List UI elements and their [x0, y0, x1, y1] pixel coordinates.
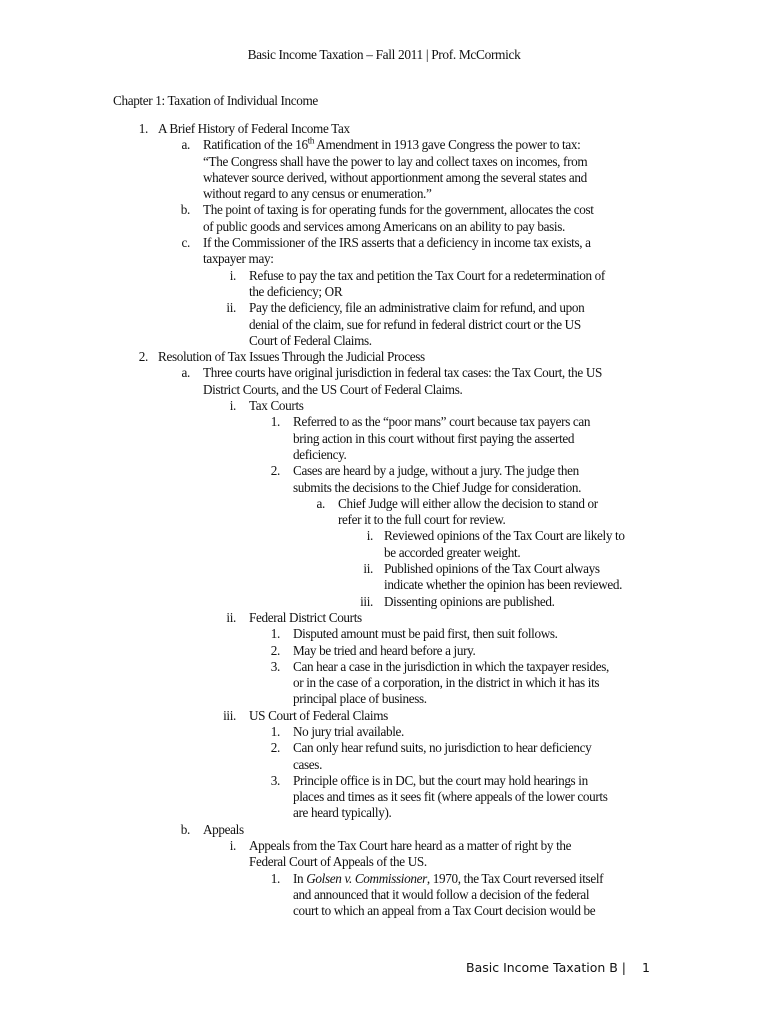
outline-marker: c.	[181, 235, 190, 251]
outline-item-level-2	[0, 365, 768, 398]
text-line: Tax Courts	[249, 398, 304, 414]
outline-text	[293, 659, 673, 708]
outline-text	[249, 708, 669, 724]
text-line: Three courts have original jurisdiction in federal tax cases: the Tax Court, the US	[203, 365, 602, 381]
outline-marker: b.	[180, 821, 190, 837]
outline-text	[249, 300, 669, 349]
page-number: 1	[642, 960, 650, 975]
outline-item-level-2	[0, 137, 768, 202]
outline-marker: 2.	[270, 642, 280, 658]
outline-text	[203, 137, 673, 202]
text-line: places and times as it sees fit (where appeals of the lower courts	[293, 789, 608, 805]
outline-item-level-4	[0, 724, 768, 740]
outline-item-level-2	[0, 202, 768, 235]
text-line: “The Congress shall have the power to lay and collect taxes on incomes, from	[203, 153, 588, 169]
text-line: Principle office is in DC, but the court may hold hearings in	[293, 772, 588, 788]
text-line: Court of Federal Claims.	[249, 332, 372, 348]
text-line: cases.	[293, 756, 323, 772]
outline-item-level-4	[0, 659, 768, 708]
outline-item-level-3	[0, 708, 768, 724]
outline-text	[293, 871, 673, 920]
outline-marker: a.	[181, 365, 190, 381]
outline-marker: ii.	[226, 300, 236, 316]
outline-marker: 1.	[270, 626, 280, 642]
text-line: Cases are heard by a judge, without a jury. The judge then	[293, 463, 579, 479]
text-line: be accorded greater weight.	[384, 544, 521, 560]
text-line: No jury trial available.	[293, 723, 404, 739]
outline-text	[293, 463, 673, 496]
outline-item-level-6	[0, 594, 768, 610]
text-line: court to which an appeal from a Tax Court decision would be	[293, 903, 596, 919]
outline-text	[249, 268, 669, 301]
outline-text	[203, 365, 673, 398]
text-line: denial of the claim, sue for refund in federal district court or the US	[249, 316, 581, 332]
outline-text	[384, 561, 684, 594]
text-line: The point of taxing is for operating funds for the government, allocates the cost	[203, 202, 594, 218]
outline-marker: a.	[181, 137, 190, 153]
outline-item-level-4	[0, 643, 768, 659]
outline-item-level-3	[0, 610, 768, 626]
text-line: bring action in this court without first paying the asserted	[293, 430, 575, 446]
outline-marker: 1.	[138, 121, 148, 136]
text-line: Appeals from the Tax Court hare heard as a matter of right by the	[249, 838, 572, 854]
outline-item-level-3	[0, 300, 768, 349]
outline-marker: iii.	[360, 593, 373, 609]
outline-marker: 2.	[138, 349, 148, 365]
outline-text	[338, 496, 668, 529]
outline-text	[203, 202, 673, 235]
outline-item-level-6	[0, 528, 768, 561]
text-line: whatever source derived, without apportionment among the several states and	[203, 169, 587, 185]
outline-marker: 1.	[270, 723, 280, 739]
text-line: Federal Court of Appeals of the US.	[249, 854, 427, 870]
text-line: US Court of Federal Claims	[249, 707, 388, 723]
outline-item-level-3	[0, 398, 768, 414]
outline-marker: 2.	[270, 740, 280, 756]
outline-item-level-3	[0, 838, 768, 871]
outline-item-level-4	[0, 463, 768, 496]
outline-item-level-1	[0, 121, 768, 137]
text-line: Dissenting opinions are published.	[384, 593, 555, 609]
outline-item-level-4	[0, 871, 768, 920]
text-line: Reviewed opinions of the Tax Court are likely to	[384, 528, 625, 544]
outline-item-level-1	[0, 349, 768, 365]
outline-item-level-6	[0, 561, 768, 594]
outline-text	[249, 398, 669, 414]
text-line: Can only hear refund suits, no jurisdiction to hear deficiency	[293, 740, 592, 756]
text-line: Referred to as the “poor mans” court because tax payers can	[293, 414, 591, 430]
case-name: Golsen v. Commissioner	[306, 870, 427, 886]
outline-marker: iii.	[223, 707, 236, 723]
outline-item-level-4	[0, 773, 768, 822]
outline-marker: 1.	[270, 414, 280, 430]
outline-item-level-5	[0, 496, 768, 529]
footer-title: Basic Income Taxation B |	[466, 960, 626, 975]
outline-text	[249, 610, 669, 626]
text-line: and announced that it would follow a decision of the federal	[293, 886, 590, 902]
chapter-heading: Chapter 1: Taxation of Individual Income	[113, 93, 318, 108]
text-line: Chief Judge will either allow the decision to stand or	[338, 495, 598, 511]
text-line: or in the case of a corporation, in the district in which it has its	[293, 675, 600, 691]
outline-text	[158, 121, 678, 137]
outline-marker: a.	[316, 495, 325, 511]
text-line: A Brief History of Federal Income Tax	[158, 121, 350, 136]
outline-text	[293, 414, 673, 463]
outline-text	[384, 594, 684, 610]
text-line: Federal District Courts	[249, 609, 362, 625]
outline-text	[293, 773, 673, 822]
outline-item-level-4	[0, 626, 768, 642]
text-line: are heard typically).	[293, 805, 392, 821]
outline-item-level-4	[0, 414, 768, 463]
text-line: taxpayer may:	[203, 251, 274, 267]
text-line: refer it to the full court for review.	[338, 512, 506, 528]
outline-text	[203, 235, 673, 268]
outline-text	[293, 724, 673, 740]
text-line: principal place of business.	[293, 691, 427, 707]
outline-marker: 1.	[270, 870, 280, 886]
outline-item-level-2	[0, 822, 768, 838]
outline-marker: ii.	[226, 609, 236, 625]
outline-body	[0, 121, 768, 920]
outline-text	[158, 349, 678, 365]
ordinal-suffix: th	[307, 135, 315, 146]
text-line: without regard to any census or enumeration.”	[203, 186, 432, 202]
outline-marker: i.	[366, 528, 373, 544]
text-line: Disputed amount must be paid first, then suit follows.	[293, 626, 558, 642]
outline-marker: 3.	[270, 772, 280, 788]
text-line: District Courts, and the US Court of Federal Claims.	[203, 381, 463, 397]
outline-text	[203, 822, 673, 838]
text-line: submits the decisions to the Chief Judge for consideration.	[293, 479, 582, 495]
running-header: Basic Income Taxation – Fall 2011 | Prof. McCormick	[247, 47, 521, 62]
text-line: Can hear a case in the jurisdiction in which the taxpayer resides,	[293, 658, 609, 674]
outline-item-level-4	[0, 740, 768, 773]
page-footer	[466, 960, 650, 976]
outline-text	[293, 643, 673, 659]
outline-text	[293, 626, 673, 642]
text-line: the deficiency; OR	[249, 283, 343, 299]
text-line: Resolution of Tax Issues Through the Judicial Process	[158, 349, 425, 365]
outline-marker: 2.	[270, 463, 280, 479]
text-line: If the Commissioner of the IRS asserts that a deficiency in income tax exists, a	[203, 235, 591, 251]
outline-marker: 3.	[270, 658, 280, 674]
outline-marker: i.	[229, 398, 236, 414]
text-line: Published opinions of the Tax Court always	[384, 561, 600, 577]
outline-item-level-2	[0, 235, 768, 268]
outline-text	[384, 528, 684, 561]
outline-marker: b.	[180, 202, 190, 218]
outline-item-level-3	[0, 268, 768, 301]
text-line: Pay the deficiency, file an administrative claim for refund, and upon	[249, 300, 585, 316]
outline-marker: ii.	[363, 561, 373, 577]
outline-text	[249, 838, 669, 871]
outline-marker: i.	[229, 838, 236, 854]
text-line: In Golsen v. Commissioner, 1970, the Tax Court reversed itself	[293, 870, 604, 886]
outline-text	[293, 740, 673, 773]
text-line: Refuse to pay the tax and petition the Tax Court for a redetermination of	[249, 267, 605, 283]
text-line: deficiency.	[293, 446, 347, 462]
text-line: Ratification of the 16th Amendment in 1913 gave Congress the power to tax:	[203, 135, 581, 153]
text-line: of public goods and services among Americans on an ability to pay basis.	[203, 218, 565, 234]
text-line: Appeals	[203, 821, 244, 837]
outline-marker: i.	[229, 267, 236, 283]
text-line: May be tried and heard before a jury.	[293, 642, 476, 658]
text-line: indicate whether the opinion has been reviewed.	[384, 577, 623, 593]
